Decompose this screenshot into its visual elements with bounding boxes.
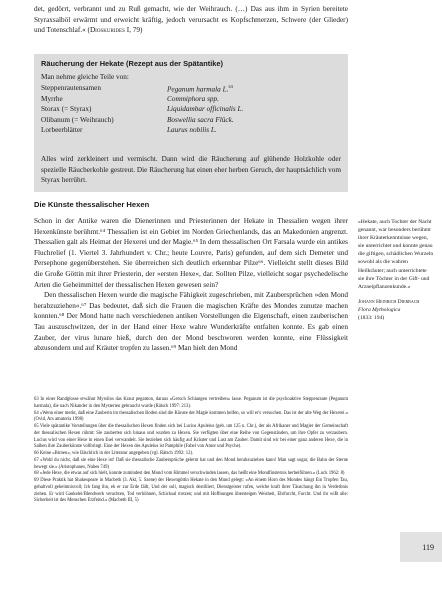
paragraph: Schon in der Antike waren die Dienerinnen und Priesterinnen der Hekate in Thessalien wegen ihrer Hexenkünste berühmt.⁶⁴ Thessalien ist ein Gebiet im Norden Griechenlands, das an Makedonien angrenzt. Thessalien galt als Heimat der Hexerei und der Magie.⁶⁵ In dem thessalischen Ort Farsala wurde ein antikes Fluchrelief (1. Viertel 3. Jahrhundert v. Chr.; heute Louvre, Paris) gefunden, auf dem sich Demeter und Persephone gegenüberstehen. Sie überreichen sich deutlich erkennbar Pilze⁶⁶. Vielleicht stellt dieses Bild die Große Göttin mit ihrer Priesterin, der »ersten Hexe«, dar. Sollten Pilze, vielleicht sogar psychedelische Arten die Geheimmittel der thessalischen Hexen gewesen sein? bbox=[34, 217, 348, 289]
ingredient-name: Lorbeerblätter bbox=[41, 126, 83, 134]
ingredient-latin: Boswellia sacra Flück. bbox=[167, 115, 234, 124]
margin-quote-source bbox=[358, 298, 438, 322]
recipe-title: Räucherung der Hekate (Rezept aus der Spätantike) bbox=[41, 59, 223, 68]
ingredient-row bbox=[41, 116, 341, 126]
footnote: 69 Diese Praktik hat Shakespeare in Macbeth (3. Akt, 5. Szene) der Hexengöttin Hekate in den Mund gelegt: »An einem Horn des Mondes hängt Ein Tropfen Tau, gehaltvoll geheimnisvoll; Ich fang ihn, eh er zur Erde fällt, Und der soll, magisch destilliert, Dienstgeister rufen, welche kraft ihrer Täuschung ihn in Verderbnis ziehen. Er wird Gaukelei/Blendwerk verachten, Tod verhöhnen, Schicksal trotzen; und mit Hoffnungen übersteigen Weisheit, Ehrfurcht, Furcht. Und ihr wißt alle: Sicherheit ist des Menschen Erzfeind.« (Macbeth III, 5) bbox=[34, 478, 348, 504]
footnote: 67 »Wohl du nicht, daß sie eine Hexe ist! Daß sie thessalische Zaubersprüche gelernt hat und den Mond herabzuziehen kann! Man sagt sogar, die Bahn der Sterne bewegt sie.« (Aristophanes, Nubes 749) bbox=[34, 457, 348, 470]
footnote: 65 Viele spätantike Vorstellungen über die thessalischen Hexen finden sich bei Lucius Apuleius (geb. um 125 n. Chr.), der als Afrikaner und Magier der Gemeinschaft der thessalischen Hexen rühmt: Sie zauberten sich hinaus und wurden zu Hexen. Sie verfügten über eine Reihe von Gegenständen, um ihre Opfer zu verzaubern. Lucius wird von einer Hexe in einen Esel verwandelt. Sie beziehen sich häufig auf Kräuter und Lust am Zauber. Damit sind wir bei einer ganz anderen Hexe, die in Salben ihre Zauberkünste vollbringt. Eine der Hexen des Apuleius ist Pamphile (Fabel von Amor und Psyche). bbox=[34, 424, 348, 450]
intro-paragraph: det, gedörrt, verbrannt und zu Ruß gemacht, wie der Weihrauch. (…) Das aus ihm in Syrien bereitete Styraxsalböl erwärmt und erweicht kräftig, jedoch verursacht es Kopfschmerzen, Schwere (der Glieder) und Totenschlaf.« (Dioskurides I, 79) bbox=[34, 5, 348, 35]
ingredient-latin: Commiphora spp. bbox=[167, 94, 219, 103]
footnote: 63 In einer Randglosse erwähnt Myrsilos das Kraut pegamon, daraus »Geruch Schlangen vertreiben« lasse. Peganum ist die psychoaktive Steppenraute (Peganum harmala), die nach Nikander in den Mysterien gebraucht wurde (Rätsch 1997: 213). bbox=[34, 397, 348, 409]
section-heading: Die Künste thessalischer Hexen bbox=[34, 200, 150, 209]
ingredient-latin: Peganum harmala L.$^{63}$ bbox=[167, 84, 233, 94]
quote-author: Johann Heinrich Dierbach bbox=[358, 299, 420, 305]
ingredient-row bbox=[41, 95, 341, 105]
ingredient-name: Olibanum (= Weihrauch) bbox=[41, 115, 114, 124]
page-number-tab bbox=[400, 532, 442, 562]
recipe-box bbox=[34, 54, 348, 192]
footnote: 64 »Wenn einer merkt, daß eine Zauberin im thessalischen Boden sind die Künste der Magie kommen helfen, so will er's versuchen. Das ist der alte Weg der Hexerei.« (Ovid, Ars amatoria 1998) bbox=[34, 410, 348, 423]
paragraph: Den thessalischen Hexen wurde die magische Fähigkeit zugeschrieben, mit Zaubersprüchen »den Mond herabzuziehen«.⁶⁷ Das bedeutet, daß sich die Frauen die magischen Kräfte des Mondes zunutze machen konnten.⁶⁸ Der Mond hatte nach verschiedenen antiken Vorstellungen die Eigenschaft, einen zauberischen Tau auszuschwitzen, der in der Hand einer Hexe wahre Wunderkräfte entfalten konnte. Es gab einen Zauber, der virus lunare hieß, durch den der Mond beschworen werden konnte, eine Flüssigkeit abzusondern und auf Kräuter tropfen zu lassen.⁶⁹ Man hielt den Mond bbox=[34, 291, 348, 353]
page-number: 119 bbox=[422, 543, 434, 552]
ingredient-name: Steppenrautensamen bbox=[41, 84, 101, 92]
footnote-ref: 63 bbox=[228, 84, 233, 89]
quote-year: (1833: 194) bbox=[358, 315, 385, 322]
main-text bbox=[34, 216, 348, 354]
recipe-instructions: Alles wird zerkleinert und vermischt. Dann wird die Räucherung auf glühende Holzkohle oder spezielle Räucherkohle gestreut. Die Räucherung hat einen eher herben Geruch, der hauptsächlich vom Styrax herrührt. bbox=[41, 155, 341, 185]
footnote: 66 Keine »Birnen«, wie fälschlich in der Literatur angegeben (vgl. Rätsch 1992: 12). bbox=[34, 451, 194, 456]
ingredient-name: Myrrhe bbox=[41, 94, 63, 103]
footnotes bbox=[34, 397, 348, 505]
ingredient-latin: Laurus nobilis L. bbox=[167, 126, 217, 134]
ingredient-latin: Liquidambar officinalis L. bbox=[167, 105, 244, 113]
recipe-intro: Man nehme gleiche Teile von: bbox=[41, 73, 129, 81]
ingredient-name: Storax (= Styrax) bbox=[41, 105, 92, 113]
intro-source-author: Dioskurides bbox=[89, 26, 125, 35]
ingredient-row bbox=[41, 126, 341, 136]
footnote: 68 »Jede Hexe, die etwas auf sich hielt, konnte zumindest den Mond vom Himmel verschwinden lassen, das heißt eine Mondfinsternis herbeiführen.« (Luck 1962: 8) bbox=[34, 471, 345, 477]
ingredient-row bbox=[41, 105, 341, 115]
quote-work: Flora Mythologica bbox=[358, 307, 401, 314]
ingredient-row bbox=[41, 84, 341, 94]
margin-quote: »Hekate, auch Tochter der Nacht genannt, war besonders berühmt ihrer Kräuterkenntnisse wegen, sie unterrichtet und konnte genau die giftigen, schädlichen Wurzeln sowohl als die wahren Heilkräuter; auch unterrichtete sie ihre Töchter in der Gift- und Arzneipflanzenkunde.« bbox=[358, 219, 434, 290]
